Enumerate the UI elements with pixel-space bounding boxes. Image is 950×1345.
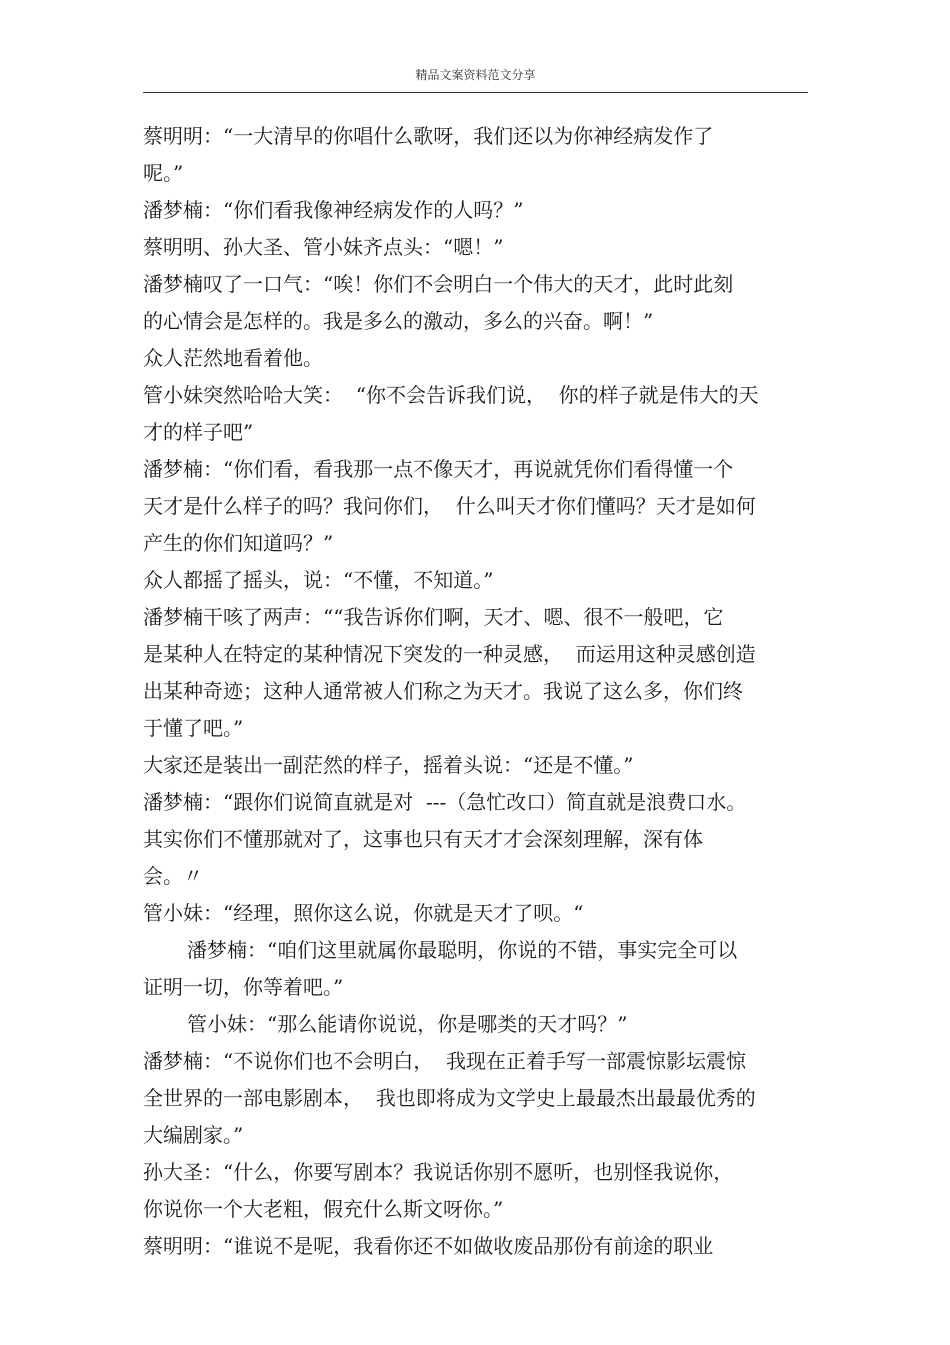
header-text: 精品文案资料范文分享 (415, 68, 536, 82)
text-line: 你说你一个大老粗，假充什么斯文呀你。” (143, 1197, 504, 1221)
text-line: 蔡明明、孙大圣、管小妹齐点头：“嗯！” (143, 235, 504, 259)
text-line: 大家还是装出一副茫然的样子，摇着头说：“还是不懂。” (143, 753, 634, 777)
document-body (143, 118, 803, 1265)
text-line: 出某种奇迹；这种人通常被人们称之为天才。我说了这么多，你们终 (143, 679, 743, 703)
text-line: 管小妹：“那么能请你说说，你是哪类的天才吗？” (187, 1012, 628, 1036)
text-line: 管小妹：“经理，照你这么说，你就是天才了呗。“ (143, 901, 584, 925)
text-line: 大编剧家。” (143, 1123, 244, 1147)
text-line: 的心情会是怎样的。我是多么的激动，多么的兴奋。啊！” (143, 309, 654, 333)
text-line: 潘梦楠干咳了两声：““我告诉你们啊，天才、嗯、很不一般吧，它 (143, 605, 724, 629)
text-line: 蔡明明：“一大清早的你唱什么歌呀，我们还以为你神经病发作了 (143, 124, 714, 148)
text-line: 是某种人在特定的某种情况下突发的一种灵感， 而运用这种灵感创造 (143, 642, 756, 666)
text-line: 全世界的一部电影剧本， 我也即将成为文学史上最最杰出最最优秀的 (143, 1086, 756, 1110)
text-line: 其实你们不懂那就对了，这事也只有天才才会深刻理解，深有体 (143, 827, 703, 851)
text-line: 会。〃 (143, 864, 203, 888)
text-line: 呢。” (143, 161, 184, 185)
text-line: 潘梦楠：“你们看我像神经病发作的人吗？” (143, 198, 524, 222)
text-line: 潘梦楠：“跟你们说简直就是对 ---（急忙改口）简直就是浪费口水。 (143, 790, 747, 814)
text-line: 众人都摇了摇头，说：“不懂，不知道。” (143, 568, 494, 592)
text-line: 潘梦楠：“咱们这里就属你最聪明，你说的不错，事实完全可以 (187, 938, 738, 962)
text-line: 天才是什么样子的吗？我问你们， 什么叫天才你们懂吗？天才是如何 (143, 494, 756, 518)
text-line: 才的样子吧” (143, 420, 254, 444)
text-line: 潘梦楠叹了一口气：“唉！你们不会明白一个伟大的天才，此时此刻 (143, 272, 734, 296)
page-header (143, 64, 808, 93)
text-line: 潘梦楠：“你们看，看我那一点不像天才，再说就凭你们看得懂一个 (143, 457, 734, 481)
text-line: 孙大圣：“什么，你要写剧本？我说话你别不愿听，也别怪我说你， (143, 1160, 734, 1184)
text-line: 于懂了吧。” (143, 716, 244, 740)
text-line: 蔡明明：“谁说不是呢，我看你还不如做收废品那份有前途的职业 (143, 1234, 714, 1258)
text-line: 潘梦楠：“不说你们也不会明白， 我现在正着手写一部震惊影坛震惊 (143, 1049, 746, 1073)
text-line: 管小妹突然哈哈大笑： “你不会告诉我们说， 你的样子就是伟大的天 (143, 383, 759, 407)
text-line: 众人茫然地看着他。 (143, 346, 323, 370)
text-line: 产生的你们知道吗？” (143, 531, 334, 555)
text-line: 证明一切，你等着吧。” (143, 975, 344, 999)
